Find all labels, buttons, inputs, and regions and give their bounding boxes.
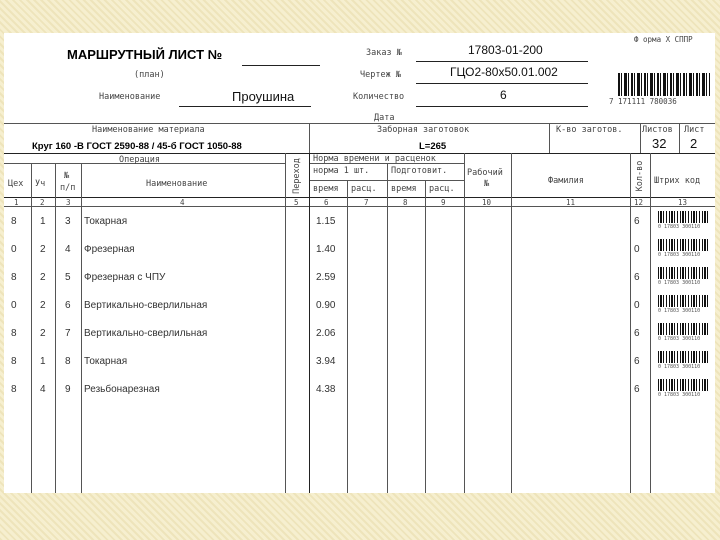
header-worker-1: Рабочий [467,168,503,178]
material-label: Наименование материала [92,125,205,135]
header-section: Уч [35,179,46,189]
row-norm: 1.40 [316,244,336,255]
header-rate-2: расц. [429,184,455,194]
row-section: 2 [40,328,46,339]
row-section: 4 [40,384,46,395]
header-qty: Кол-во [635,160,645,192]
row-op-no: 4 [65,244,71,255]
sheet-label: Лист [684,125,705,135]
row-name: Фрезерная [84,244,135,255]
col-line-rate2 [464,153,465,493]
quantity-label: Количество [353,92,405,102]
row-name: Токарная [84,216,128,227]
header-barcode: Штрих код [654,176,701,186]
header-shop: Цех [8,179,24,189]
header-time-2: время [391,184,417,194]
sheets-divider [640,123,641,153]
col-line-worker [511,153,512,493]
colnum-12: 12 [634,198,644,207]
row-op-no: 8 [65,356,71,367]
row-section: 2 [40,300,46,311]
header-surname: Фамилия [548,176,584,186]
header-transition: Переход [292,158,302,194]
blanks-count-label: К-во заготов. [556,125,623,135]
order-value: 17803-01-200 [468,43,543,57]
colnum-4: 4 [180,198,185,207]
row-norm: 1.15 [316,216,336,227]
row-barcode [658,239,708,251]
row-barcode [658,351,708,363]
colnum-8: 8 [403,198,408,207]
col-line-time2 [425,180,426,493]
row-shop: 8 [11,272,17,283]
row-barcode-caption: 0 17803 300110 [658,336,701,342]
quantity-underline [416,106,588,107]
header-time-1: время [313,184,339,194]
form-label: Ф орма Х СППР [634,35,693,44]
row-op-no: 9 [65,384,71,395]
colnum-6: 6 [324,198,329,207]
drawing-label: Чертеж № [360,70,401,80]
row-shop: 8 [11,216,17,227]
sheet-divider [679,123,680,153]
colnum-5: 5 [294,198,299,207]
header-norm-group: Норма времени и расценок [313,154,436,164]
row-qty: 6 [634,272,640,283]
col-line-opno [81,163,82,493]
name-label: Наименование [99,92,161,102]
name-value: Проушина [232,89,295,104]
document-title: МАРШРУТНЫЙ ЛИСТ № [67,47,223,62]
colnum-2: 2 [40,198,45,207]
row-barcode [658,267,708,279]
row-barcode-caption: 0 17803 300110 [658,364,701,370]
blanks-count-divider [549,123,550,153]
header-worker-2: № [484,179,490,189]
row-norm: 4.38 [316,384,336,395]
document-barcode-digits: 7 171111 780036 [609,97,677,106]
row-name: Токарная [84,356,128,367]
col-line-surname [630,153,631,493]
col-line-transition [309,153,310,493]
row-section: 2 [40,272,46,283]
blank-label: Заборная заготовок [377,125,470,135]
header-per-piece: норма 1 шт. [313,166,370,176]
row-name: Вертикально-сверлильная [84,328,208,339]
colnum-7: 7 [364,198,369,207]
row-barcode [658,323,708,335]
row-section: 1 [40,216,46,227]
row-norm: 2.06 [316,328,336,339]
row-shop: 8 [11,384,17,395]
header-bottom-rule [4,197,715,198]
row-name: Фрезерная с ЧПУ [84,272,166,283]
row-shop: 8 [11,328,17,339]
header-opno-2: п/п [60,183,76,193]
drawing-underline [416,83,588,84]
row-qty: 0 [634,244,640,255]
col-line-name [285,153,286,493]
material-divider [309,123,310,153]
header-prep-final: Подготовит. [391,166,448,176]
row-shop: 0 [11,300,17,311]
route-sheet-document [4,33,715,493]
colnum-9: 9 [441,198,446,207]
col-line-section [55,163,56,493]
row-barcode [658,211,708,223]
drawing-value: ГЦО2-80х50.01.002 [450,65,558,79]
row-op-no: 7 [65,328,71,339]
column-number-rule [4,206,715,207]
row-op-no: 6 [65,300,71,311]
material-value: Круг 160 -В ГОСТ 2590-88 / 45-б ГОСТ 1050-88 [32,141,242,152]
row-section: 2 [40,244,46,255]
row-barcode-caption: 0 17803 300110 [658,252,701,258]
row-shop: 0 [11,244,17,255]
row-section: 1 [40,356,46,367]
date-label: Дата [374,113,395,123]
row-qty: 6 [634,328,640,339]
header-rate-1: расц. [351,184,377,194]
row-qty: 6 [634,216,640,227]
header-operation: Операция [119,155,160,165]
blank-value: L=265 [419,141,447,152]
row-op-no: 5 [65,272,71,283]
row-name: Вертикально-сверлильная [84,300,208,311]
colnum-1: 1 [14,198,19,207]
row-barcode [658,379,708,391]
header-op-name: Наименование [146,179,208,189]
row-name: Резьбонарезная [84,384,160,395]
row-barcode [658,295,708,307]
document-barcode [618,73,710,96]
order-label: Заказ № [366,48,402,58]
row-qty: 0 [634,300,640,311]
colnum-13: 13 [678,198,688,207]
material-top-rule [4,123,715,124]
col-line-qty [650,153,651,493]
name-underline [179,106,311,107]
row-op-no: 3 [65,216,71,227]
order-underline [416,61,588,62]
row-norm: 0.90 [316,300,336,311]
row-qty: 6 [634,384,640,395]
colnum-10: 10 [482,198,492,207]
quantity-value: 6 [500,88,507,102]
col-line-shop [31,163,32,493]
sheet-value: 2 [690,136,698,151]
header-opno-1: № [64,171,70,181]
col-line-time1 [347,180,348,493]
row-norm: 2.59 [316,272,336,283]
row-barcode-caption: 0 17803 300110 [658,224,701,230]
row-barcode-caption: 0 17803 300110 [658,280,701,286]
row-norm: 3.94 [316,356,336,367]
row-qty: 6 [634,356,640,367]
row-barcode-caption: 0 17803 300110 [658,392,701,398]
colnum-3: 3 [66,198,71,207]
row-shop: 8 [11,356,17,367]
sheets-label: Листов [642,125,673,135]
sheets-value: 32 [652,136,667,151]
title-number-line [242,65,320,66]
colnum-11: 11 [566,198,576,207]
row-barcode-caption: 0 17803 300110 [658,308,701,314]
plan-label: (план) [134,70,165,80]
col-line-rate1 [387,163,388,493]
